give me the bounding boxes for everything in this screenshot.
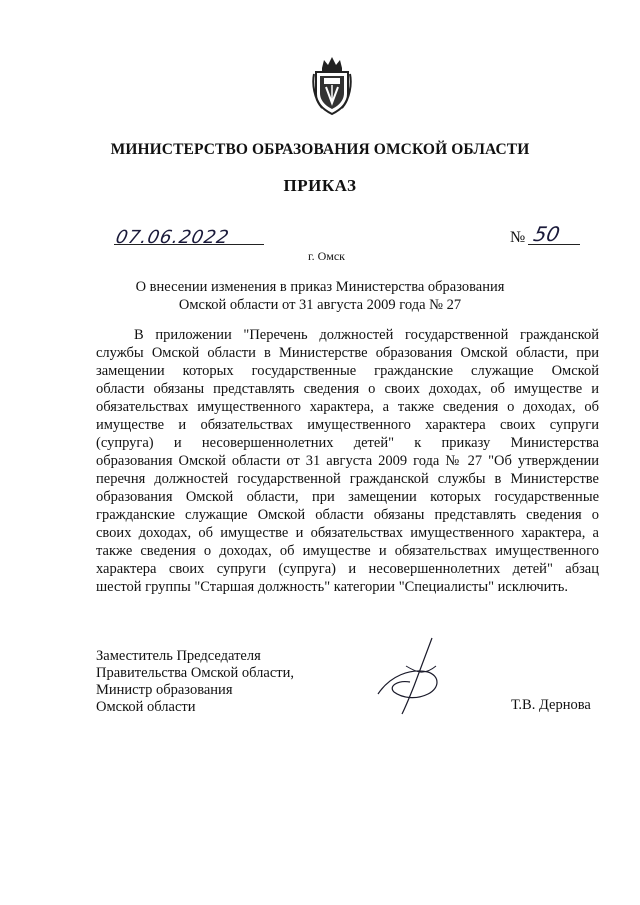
signer-title [96,648,294,716]
signer-title-line: Правительства Омской области, [96,665,294,681]
body-line: образования Омской области от 31 августа 2009 года № 27 "Об утверждении [96,453,599,469]
city: г. Омск [308,249,345,263]
body-line: характера своих супруги (супруга) и несовершеннолетних детей" абзац [96,561,599,577]
number-label: № [510,229,526,246]
signer-title-line: Омской области [96,699,196,715]
body-line: перечня должностей государственной гражданской службы в Министерстве [96,471,599,487]
date-underline [114,244,264,245]
number-underline [528,244,580,245]
order-date: 07.06.2022 [113,227,232,248]
handwritten-signature-icon [376,636,452,716]
body-line: шестой группы "Старшая должность" категории "Специалисты" исключить. [96,579,569,595]
body-line: В приложении "Перечень должностей государственной гражданской [134,327,599,343]
body-line: обязательствах имущественного характера, а также сведения о доходах, об [96,399,599,415]
signer-title-line: Заместитель Председателя [96,648,261,664]
body-line: (супруга) и несовершеннолетних детей" к приказу Министерства [96,435,599,451]
coat-of-arms-icon [312,54,352,116]
order-number: 50 [531,222,563,246]
order-subject [0,278,640,314]
subject-line: Омской области от 31 августа 2009 года № 27 [178,297,462,313]
body-line: имуществе и обязательствах имущественного характера своих супруги [96,417,599,433]
body-line: гражданские служащие Омской области обязаны представлять сведения о [96,507,599,523]
ministry-title: МИНИСТЕРСТВО ОБРАЗОВАНИЯ ОМСКОЙ ОБЛАСТИ [110,141,530,158]
body-line: службы Омской области в Министерстве образования Омской области, при [96,345,599,361]
document-type: ПРИКАЗ [283,176,357,195]
body-line: замещении которых государственные гражданские служащие Омской [96,363,599,379]
order-body [96,326,599,596]
signer-name: Т.В. Дернова [511,697,591,713]
subject-line: О внесении изменения в приказ Министерства образования [135,279,505,295]
body-line: своих доходах, об имуществе и обязательствах имущественного характера, а [96,525,599,541]
body-line: области обязаны представлять сведения о своих доходах, об имуществе и [96,381,599,397]
body-line: также сведения о доходах, об имуществе и обязательствах имущественного [96,543,599,559]
signer-title-line: Министр образования [96,682,233,698]
body-line: образования Омской области, при замещении которых государственные [96,489,599,505]
